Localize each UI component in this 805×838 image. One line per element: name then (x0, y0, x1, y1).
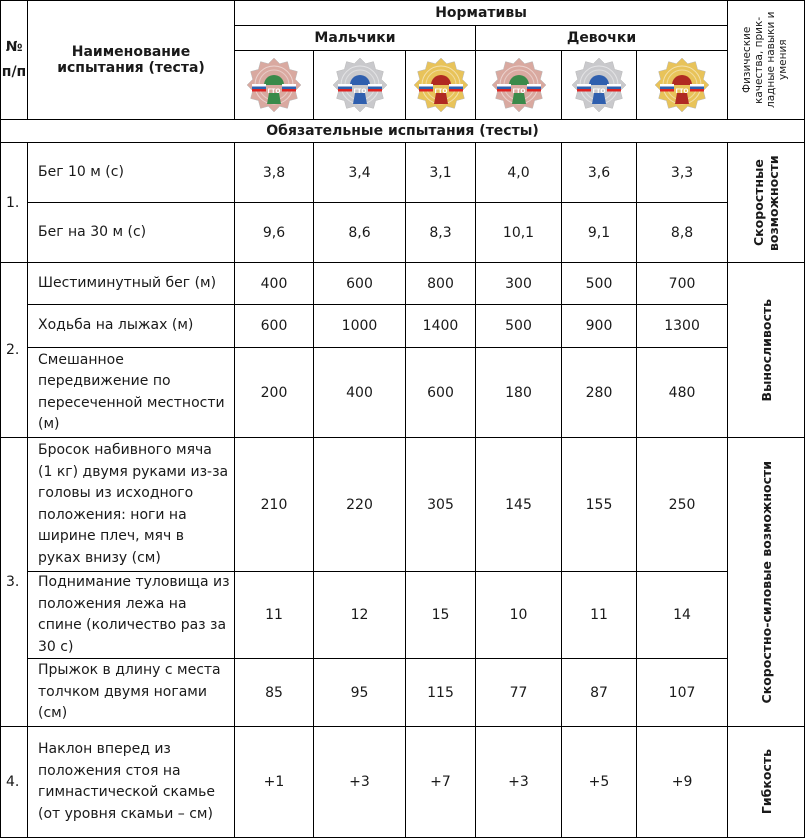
norm-value: 400 (314, 348, 406, 438)
name-header (28, 1, 235, 120)
norm-value: +7 (406, 727, 476, 838)
norm-value: 9,6 (235, 203, 314, 263)
norm-value: 1400 (406, 305, 476, 348)
norm-value: 210 (235, 438, 314, 572)
norm-value: 280 (562, 348, 637, 438)
num-header (1, 1, 28, 120)
group-number: 3. (1, 438, 28, 727)
norm-value: 800 (406, 263, 476, 305)
norm-value: +1 (235, 727, 314, 838)
norm-value: 1000 (314, 305, 406, 348)
norm-value: 600 (406, 348, 476, 438)
norm-value: 12 (314, 572, 406, 659)
medal-gto-text: ГТО (267, 88, 281, 95)
table-row (1, 305, 805, 348)
norm-value: 250 (637, 438, 728, 572)
norm-value: 115 (406, 659, 476, 727)
quality-label: Выносливость (758, 298, 774, 402)
medal-gto-text: ГТО (511, 88, 526, 95)
norm-value: 1300 (637, 305, 728, 348)
group-number: 1. (1, 143, 28, 263)
table-row (1, 659, 805, 727)
norm-value: 14 (637, 572, 728, 659)
test-name: Смешанное передвижение по пересеченной местности (м) (28, 348, 235, 438)
norm-value: 10,1 (476, 203, 562, 263)
norm-value: +3 (476, 727, 562, 838)
section-title: Обязательные испытания (тесты) (1, 120, 805, 143)
medal-gto-text: ГТО (433, 88, 448, 95)
norm-value: 3,1 (406, 143, 476, 203)
norm-value: 480 (637, 348, 728, 438)
norm-value: 3,3 (637, 143, 728, 203)
norm-value: 600 (235, 305, 314, 348)
norm-value: 87 (562, 659, 637, 727)
norm-value: 8,8 (637, 203, 728, 263)
medal-gto-text: ГТО (675, 88, 689, 95)
norm-value: 200 (235, 348, 314, 438)
norm-value: +3 (314, 727, 406, 838)
test-name: Наклон вперед из положения стоя на гимнастической скамье (от уровня скамьи – см) (28, 727, 235, 838)
test-name: Бросок набивного мяча (1 кг) двумя руками из-за головы из исходного положения: ноги на ширине плеч, мяч в руках внизу (см) (28, 438, 235, 572)
test-name: Ходьба на лыжах (м) (28, 305, 235, 348)
norm-value: +9 (637, 727, 728, 838)
bronze-medal-icon (489, 55, 549, 115)
quality-cell (728, 727, 805, 838)
medal-cell (235, 51, 314, 120)
norm-value: 9,1 (562, 203, 637, 263)
norm-value: 900 (562, 305, 637, 348)
group-number: 4. (1, 727, 28, 838)
table-row (1, 438, 805, 572)
num-header-label: № п/п (1, 39, 27, 80)
medal-cell (406, 51, 476, 120)
medal-cell (637, 51, 728, 120)
test-name: Бег 10 м (с) (28, 143, 235, 203)
norm-value: 107 (637, 659, 728, 727)
gold-medal-icon (652, 55, 712, 115)
norm-value: 11 (562, 572, 637, 659)
norm-value: 305 (406, 438, 476, 572)
gold-medal-icon (411, 55, 471, 115)
qualities-header-label: Физические качества, прик-ладные навыки и умения (741, 11, 790, 109)
norm-value: 145 (476, 438, 562, 572)
norm-value: 4,0 (476, 143, 562, 203)
medal-cell (562, 51, 637, 120)
medal-cell (314, 51, 406, 120)
table-row (1, 263, 805, 305)
normatives-header: Нормативы (235, 1, 728, 26)
quality-cell (728, 143, 805, 263)
silver-medal-icon (330, 55, 390, 115)
test-name: Прыжок в длину с места толчком двумя ногами (см) (28, 659, 235, 727)
norm-value: 15 (406, 572, 476, 659)
quality-cell (728, 438, 805, 727)
quality-label: Гибкость (758, 749, 774, 815)
norm-value: 3,4 (314, 143, 406, 203)
table-row (1, 348, 805, 438)
norm-value: 8,6 (314, 203, 406, 263)
norm-value: 3,6 (562, 143, 637, 203)
norm-value: 3,8 (235, 143, 314, 203)
norm-value: 180 (476, 348, 562, 438)
medal-cell (476, 51, 562, 120)
norm-value: 500 (562, 263, 637, 305)
norm-value: +5 (562, 727, 637, 838)
norm-value: 220 (314, 438, 406, 572)
norm-value: 10 (476, 572, 562, 659)
norm-value: 400 (235, 263, 314, 305)
norm-value: 600 (314, 263, 406, 305)
quality-label: Скоростно-силовые возможности (758, 460, 774, 704)
table-row (1, 572, 805, 659)
quality-cell (728, 263, 805, 438)
girls-header: Девочки (476, 26, 728, 51)
quality-label: Скоростные возможности (751, 154, 782, 251)
medal-gto-text: ГТО (352, 88, 367, 95)
table-row (1, 143, 805, 203)
norm-value: 8,3 (406, 203, 476, 263)
qualities-header (728, 1, 805, 120)
name-header-label: Наименование испытания (теста) (57, 44, 205, 76)
test-name: Шестиминутный бег (м) (28, 263, 235, 305)
norm-value: 77 (476, 659, 562, 727)
test-name: Поднимание туловища из положения лежа на спине (количество раз за 30 с) (28, 572, 235, 659)
bronze-medal-icon (244, 55, 304, 115)
boys-header: Мальчики (235, 26, 476, 51)
norm-value: 700 (637, 263, 728, 305)
silver-medal-icon (569, 55, 629, 115)
norm-value: 11 (235, 572, 314, 659)
norm-value: 500 (476, 305, 562, 348)
test-name: Бег на 30 м (с) (28, 203, 235, 263)
norm-value: 300 (476, 263, 562, 305)
table-row (1, 203, 805, 263)
table-row (1, 727, 805, 838)
norm-value: 155 (562, 438, 637, 572)
medal-gto-text: ГТО (592, 88, 606, 95)
norm-value: 95 (314, 659, 406, 727)
norm-value: 85 (235, 659, 314, 727)
group-number: 2. (1, 263, 28, 438)
